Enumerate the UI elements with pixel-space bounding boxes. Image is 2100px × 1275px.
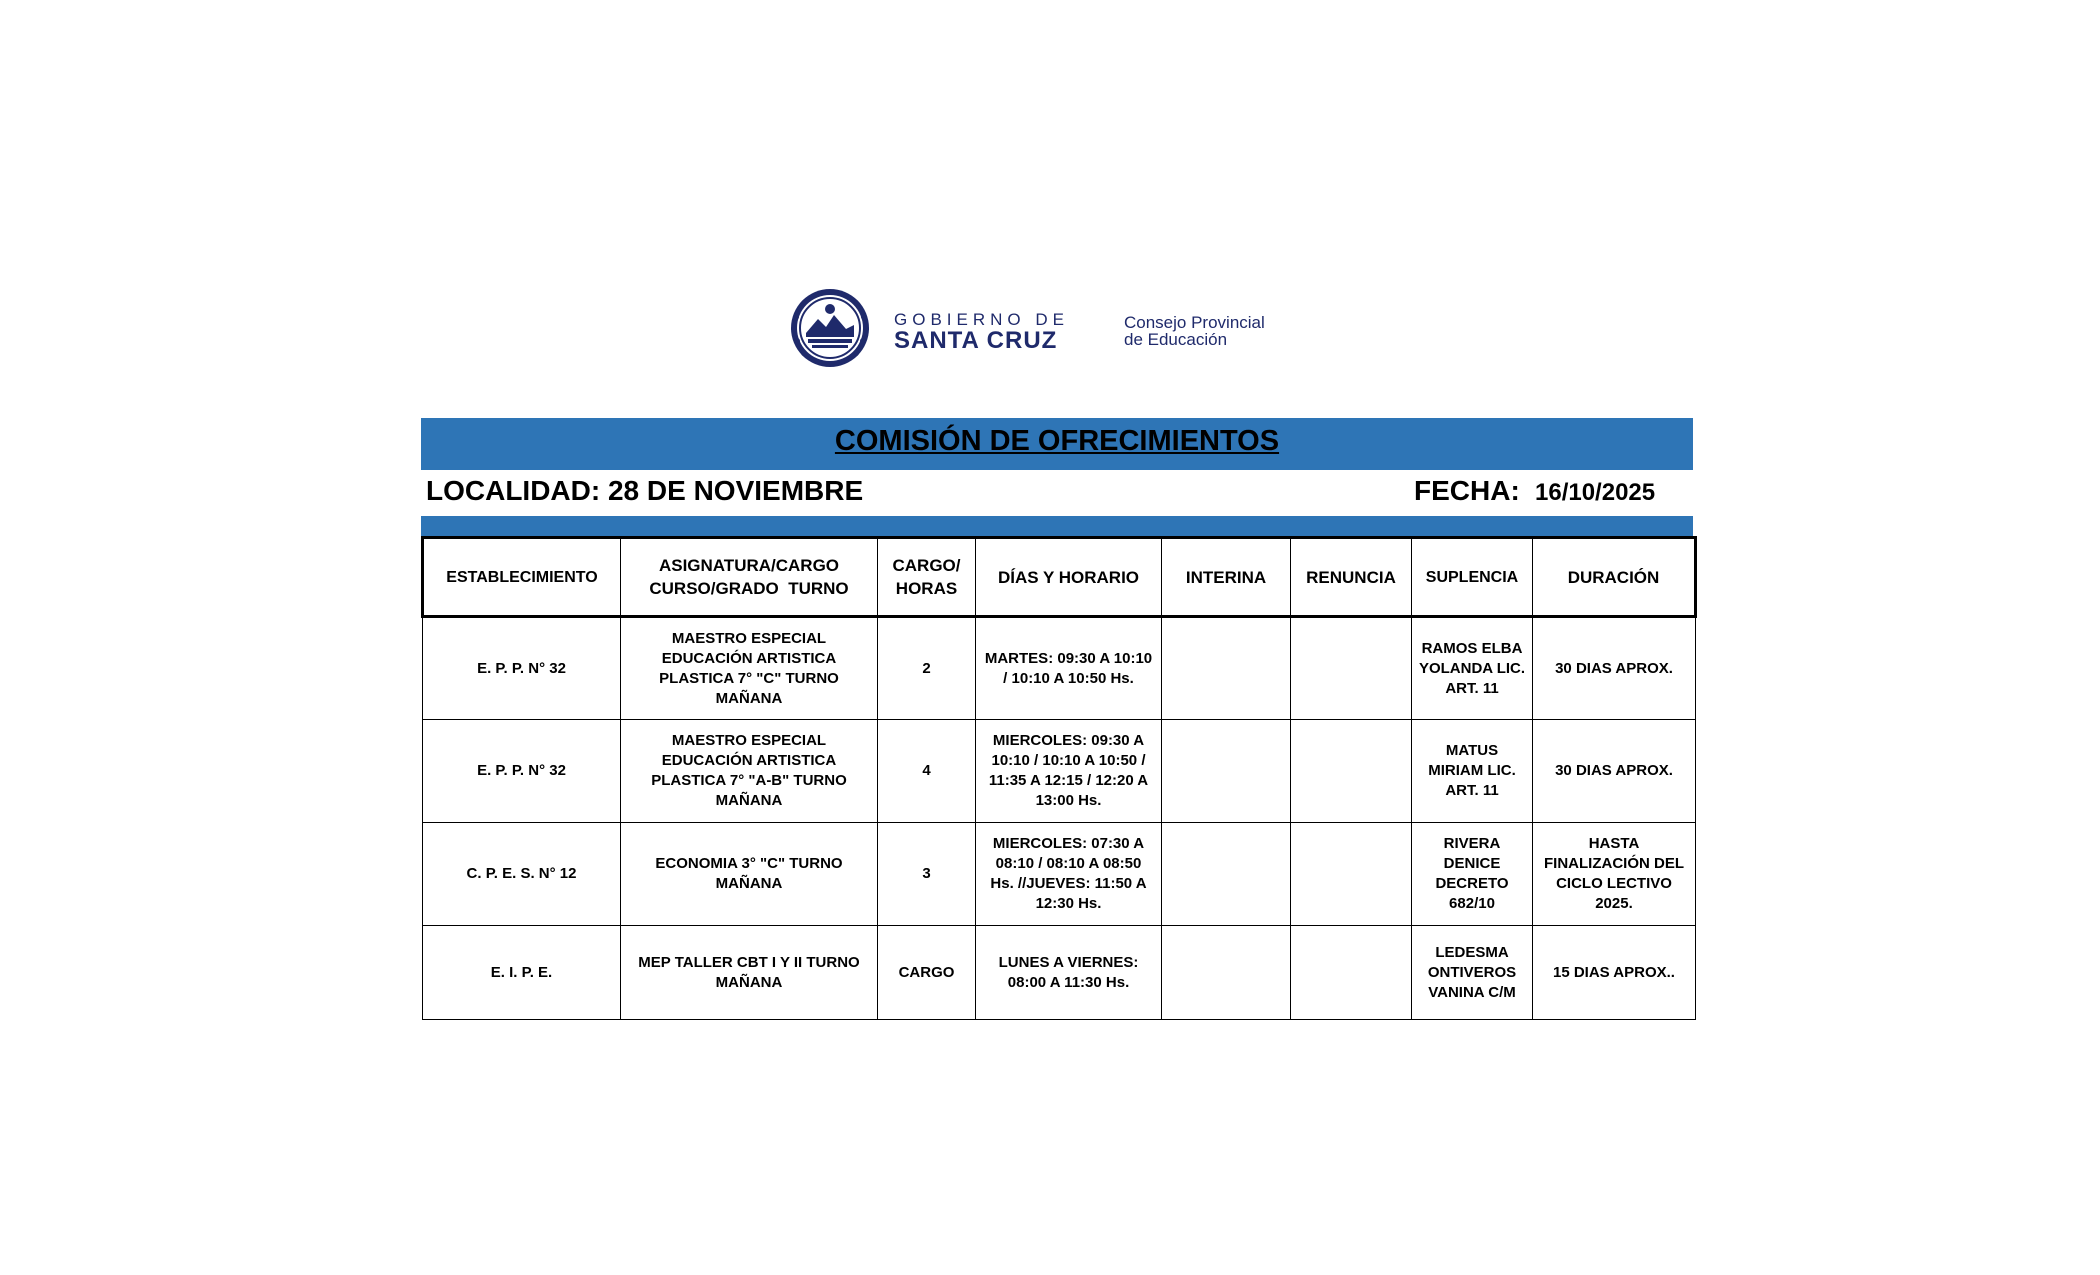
cell-line: MAÑANA <box>715 792 783 809</box>
government-name <box>894 311 1069 353</box>
localidad-label: LOCALIDAD: 28 DE NOVIEMBRE <box>426 475 864 506</box>
header-duracion: DURACIÓN <box>1533 538 1696 617</box>
header-renuncia: RENUNCIA <box>1291 538 1412 617</box>
cell-line: 30 DIAS APROX. <box>1555 659 1673 677</box>
cell-line: PLASTICA 7° "A-B" TURNO <box>651 772 847 789</box>
cell-renuncia <box>1291 926 1412 1020</box>
cell-suplencia <box>1412 926 1533 1020</box>
cell-line: MATUS <box>1445 742 1499 759</box>
table-row <box>423 720 1696 823</box>
cell-dias <box>976 720 1162 823</box>
cell-line: 12:30 Hs. <box>1035 895 1102 912</box>
provincial-seal-icon <box>788 287 872 369</box>
cell-line: ECONOMIA 3° "C" TURNO <box>655 855 843 872</box>
government-line-2: SANTA CRUZ <box>894 327 1058 354</box>
cell-line: MAESTRO ESPECIAL <box>671 732 827 749</box>
cell-suplencia <box>1412 823 1533 926</box>
cell-dias <box>976 617 1162 720</box>
council-line-2: de Educación <box>1124 330 1228 349</box>
cell-asignatura <box>621 823 878 926</box>
table-header-row <box>423 538 1696 617</box>
header-cargo-line-1: CARGO/ <box>892 556 961 575</box>
cell-line: 10:10 / 10:10 A 10:50 / <box>991 752 1146 769</box>
offers-table <box>421 536 1697 1020</box>
cell-line: 15 DIAS APROX.. <box>1553 963 1675 981</box>
cell-line: LUNES A VIERNES: <box>998 953 1139 971</box>
cell-asignatura <box>621 720 878 823</box>
cell-line: 08:00 A 11:30 Hs. <box>1007 973 1130 991</box>
cell-line: HASTA <box>1588 835 1640 852</box>
cell-line: MAESTRO ESPECIAL <box>671 629 827 647</box>
cell-suplencia <box>1412 720 1533 823</box>
header-establecimiento: ESTABLECIMIENTO <box>423 538 621 617</box>
cell-asignatura <box>621 617 878 720</box>
cell-line: 08:10 / 08:10 A 08:50 <box>995 855 1142 872</box>
cell-renuncia <box>1291 823 1412 926</box>
cell-line: DENICE <box>1443 855 1501 872</box>
cell-suplencia <box>1412 617 1533 720</box>
cell-establecimiento: E. I. P. E. <box>423 926 621 1020</box>
header-asignatura-line-2: CURSO/GRADO TURNO <box>649 579 849 598</box>
header-dias: DÍAS Y HORARIO <box>976 538 1162 617</box>
cell-line: MIERCOLES: 07:30 A <box>992 835 1145 852</box>
cell-cargo: 4 <box>878 720 976 823</box>
cell-line: VANINA C/M <box>1428 983 1516 1001</box>
cell-establecimiento: C. P. E. S. N° 12 <box>423 823 621 926</box>
cell-line: EDUCACIÓN ARTISTICA <box>661 752 837 769</box>
cell-line: LEDESMA <box>1435 943 1509 961</box>
cell-line: ART. 11 <box>1445 679 1499 697</box>
cell-line: MIRIAM LIC. <box>1428 762 1516 779</box>
cell-line: ART. 11 <box>1445 782 1499 799</box>
table-row <box>423 823 1696 926</box>
cell-interina <box>1162 720 1291 823</box>
cell-line: MAÑANA <box>715 973 783 991</box>
cell-cargo: CARGO <box>878 926 976 1020</box>
cell-line: 11:35 A 12:15 / 12:20 A <box>988 772 1149 789</box>
cell-line: 682/10 <box>1449 895 1495 912</box>
cell-line: Hs. //JUEVES: 11:50 A <box>990 875 1147 892</box>
cell-duracion <box>1533 926 1696 1020</box>
cell-duracion <box>1533 823 1696 926</box>
cell-renuncia <box>1291 617 1412 720</box>
cell-line: FINALIZACIÓN DEL <box>1544 855 1684 872</box>
page-title: COMISIÓN DE OFRECIMIENTOS <box>834 425 1280 457</box>
cell-line: RAMOS ELBA <box>1421 639 1523 657</box>
header-logo <box>788 287 1318 369</box>
cell-line: EDUCACIÓN ARTISTICA <box>661 649 837 667</box>
cell-interina <box>1162 926 1291 1020</box>
table-row <box>423 926 1696 1020</box>
cell-cargo: 3 <box>878 823 976 926</box>
header-cargo <box>878 538 976 617</box>
cell-line: PLASTICA 7° "C" TURNO <box>659 669 839 687</box>
cell-asignatura <box>621 926 878 1020</box>
cell-line: YOLANDA LIC. <box>1418 659 1526 677</box>
cell-interina <box>1162 823 1291 926</box>
separator-strip <box>421 516 1693 536</box>
council-name <box>1124 314 1265 348</box>
cell-line: MIERCOLES: 09:30 A <box>992 732 1145 749</box>
header-suplencia: SUPLENCIA <box>1412 538 1533 617</box>
cell-line: MEP TALLER CBT I Y II TURNO <box>638 953 860 971</box>
cell-dias <box>976 823 1162 926</box>
cell-line: MARTES: 09:30 A 10:10 <box>984 649 1153 667</box>
cell-line: / 10:10 A 10:50 Hs. <box>1003 669 1134 687</box>
header-interina: INTERINA <box>1162 538 1291 617</box>
header-asignatura <box>621 538 878 617</box>
table-row <box>423 617 1696 720</box>
title-band <box>421 418 1693 470</box>
cell-line: ONTIVEROS <box>1427 963 1517 981</box>
government-line-1: GOBIERNO DE <box>894 310 1069 329</box>
cell-establecimiento: E. P. P. N° 32 <box>423 720 621 823</box>
cell-duracion <box>1533 720 1696 823</box>
cell-line: MAÑANA <box>715 875 783 892</box>
cell-line: 2025. <box>1595 895 1633 912</box>
header-cargo-line-2: HORAS <box>895 579 958 598</box>
fecha-value: 16/10/2025 <box>1535 479 1656 506</box>
cell-renuncia <box>1291 720 1412 823</box>
cell-line: CICLO LECTIVO <box>1556 875 1672 892</box>
fecha-label: FECHA: <box>1414 475 1520 506</box>
cell-line: DECRETO <box>1435 875 1509 892</box>
cell-line: MAÑANA <box>715 689 783 707</box>
cell-line: 30 DIAS APROX. <box>1555 762 1673 779</box>
cell-dias <box>976 926 1162 1020</box>
cell-establecimiento: E. P. P. N° 32 <box>423 617 621 720</box>
cell-cargo: 2 <box>878 617 976 720</box>
cell-line: 13:00 Hs. <box>1035 792 1102 809</box>
header-asignatura-line-1: ASIGNATURA/CARGO <box>658 556 840 575</box>
cell-duracion <box>1533 617 1696 720</box>
council-line-1: Consejo Provincial <box>1124 313 1265 332</box>
cell-interina <box>1162 617 1291 720</box>
cell-line: RIVERA <box>1443 835 1501 852</box>
